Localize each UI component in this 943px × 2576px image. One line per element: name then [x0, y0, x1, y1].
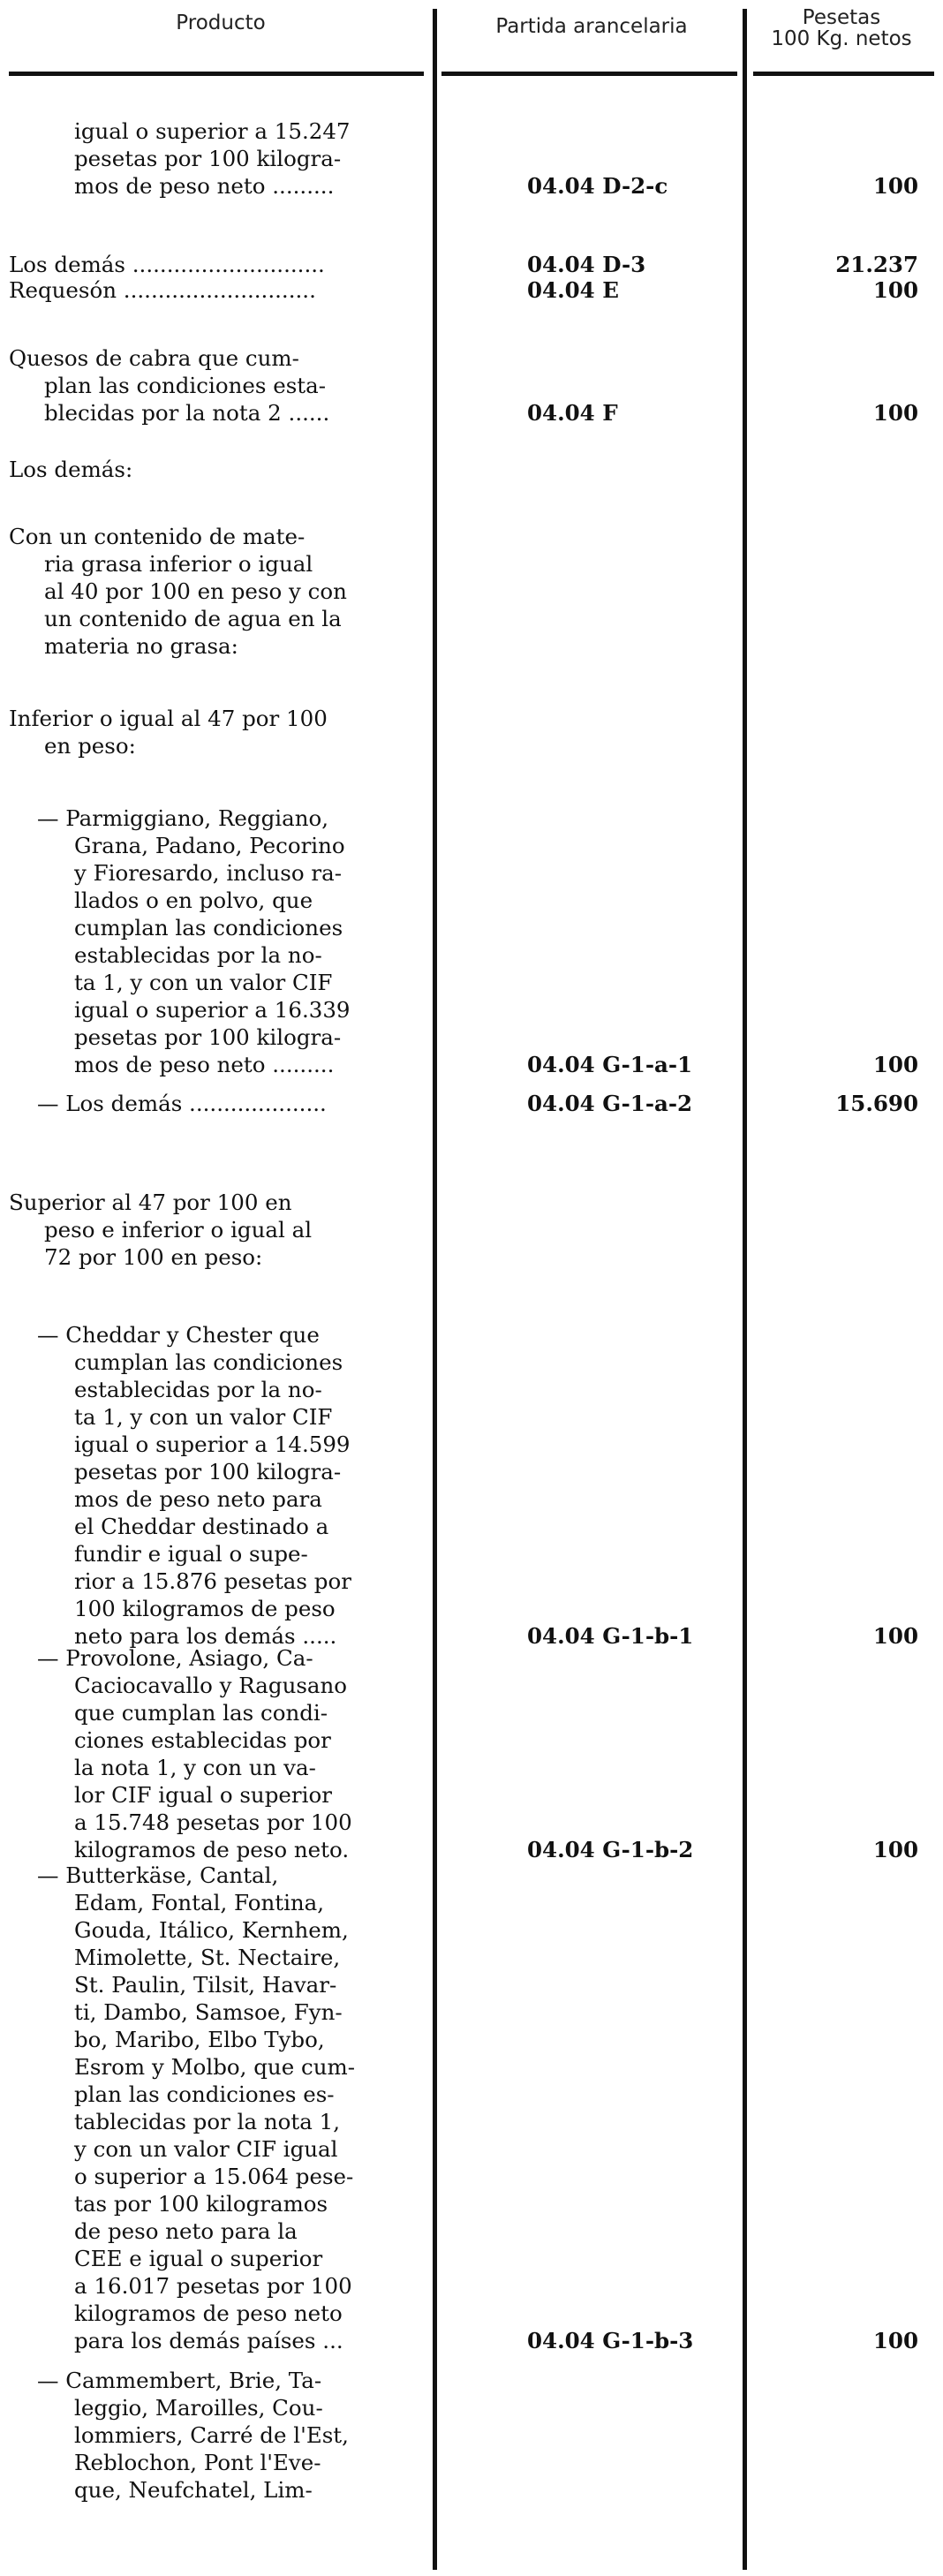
product-line: y con un valor CIF igual [74, 2136, 338, 2162]
pesetas-value: 21.237 [835, 252, 918, 277]
product-line: llados o en polvo, que [74, 888, 313, 913]
product-line: la nota 1, y con un va- [74, 1755, 316, 1780]
product-line: Caciocavallo y Ragusano [74, 1673, 348, 1698]
product-line: pesetas por 100 kilogra- [74, 1459, 342, 1484]
header-pesetas-line1: Pesetas [802, 6, 881, 29]
product-line: 72 por 100 en peso: [44, 1244, 263, 1270]
product-line: ta 1, y con un valor CIF [74, 1404, 333, 1430]
pesetas-value: 100 [872, 2328, 918, 2353]
product-description [9, 344, 424, 427]
pesetas-value: 100 [872, 1623, 918, 1649]
tariff-code: 04.04 G-1-a-1 [527, 1052, 693, 1077]
header-pesetas-line2: 100 Kg. netos [771, 27, 912, 50]
product-line: Reblochon, Pont l'Eve- [74, 2450, 321, 2475]
product-line: un contenido de agua en la [44, 606, 342, 631]
product-line: Quesos de cabra que cum- [9, 345, 299, 371]
product-line: ta 1, y con un valor CIF [74, 970, 333, 995]
product-line: St. Paulin, Tilsit, Havar- [74, 1972, 337, 1998]
pesetas-value: 100 [872, 1837, 918, 1862]
product-line: establecidas por la no- [74, 1377, 322, 1402]
product-line: — Parmiggiano, Reggiano, [37, 805, 329, 831]
product-line: — Butterkäse, Cantal, [37, 1862, 279, 1888]
header-rule-pesetas [753, 72, 934, 76]
pesetas-value: 15.690 [835, 1091, 918, 1116]
product-description [9, 1644, 424, 1863]
product-line: ria grasa inferior o igual [44, 551, 313, 577]
tariff-code: 04.04 F [527, 400, 618, 426]
tariff-code: 04.04 D-3 [527, 252, 646, 277]
product-line: cumplan las condiciones [74, 1349, 343, 1375]
product-line: pesetas por 100 kilogra- [74, 146, 342, 171]
product-description [9, 117, 424, 200]
pesetas-value: 100 [872, 1052, 918, 1077]
product-line: a 16.017 pesetas por 100 [74, 2273, 352, 2299]
product-line: Mimolette, St. Nectaire, [74, 1945, 341, 1970]
product-line: al 40 por 100 en peso y con [44, 578, 347, 604]
product-line: igual o superior a 14.599 [74, 1432, 351, 1457]
product-line: neto para los demás ..... [74, 1623, 337, 1649]
product-line: kilogramos de peso neto [74, 2300, 343, 2326]
product-line: CEE e igual o superior [74, 2246, 323, 2271]
product-line: mos de peso neto para [74, 1486, 322, 1512]
product-line: fundir e igual o supe- [74, 1541, 308, 1567]
pesetas-value: 100 [872, 173, 918, 199]
product-line: Con un contenido de mate- [9, 524, 306, 549]
header-pesetas [749, 7, 934, 49]
product-line: Esrom y Molbo, que cum- [74, 2054, 356, 2080]
product-line: tablecidas por la nota 1, [74, 2109, 340, 2134]
product-line: plan las condiciones es- [74, 2081, 335, 2107]
product-line: tas por 100 kilogramos [74, 2191, 328, 2217]
product-line: Gouda, Itálico, Kernhem, [74, 1917, 349, 1943]
product-line: materia no grasa: [44, 633, 238, 659]
product-line: mos de peso neto ......... [74, 1052, 335, 1077]
product-line: blecidas por la nota 2 ...... [44, 400, 330, 426]
product-line: Superior al 47 por 100 en [9, 1190, 292, 1215]
product-line: peso e inferior o igual al [44, 1217, 313, 1243]
product-description [9, 705, 424, 759]
header-rule-producto [9, 72, 424, 76]
product-line: ti, Dambo, Samsoe, Fyn- [74, 1999, 343, 2025]
product-line: Los demás: [9, 457, 133, 482]
tariff-code: 04.04 D-2-c [527, 173, 668, 199]
column-divider-2 [743, 9, 747, 2570]
product-line: Grana, Padano, Pecorino [74, 833, 345, 858]
product-line: mos de peso neto ......... [74, 173, 335, 199]
tariff-code: 04.04 G-1-b-1 [527, 1623, 694, 1649]
tariff-code: 04.04 G-1-a-2 [527, 1091, 693, 1116]
product-line: 100 kilogramos de peso [74, 1596, 336, 1621]
product-line: plan las condiciones esta- [44, 373, 327, 398]
header-producto: Producto [176, 11, 266, 34]
product-line: pesetas por 100 kilogra- [74, 1024, 342, 1050]
product-line: — Cheddar y Chester que [37, 1322, 320, 1348]
product-line: que, Neufchatel, Lim- [74, 2477, 313, 2503]
product-line: Edam, Fontal, Fontina, [74, 1890, 325, 1915]
pesetas-value: 100 [872, 277, 918, 303]
product-line: Requesón ............................ [9, 277, 316, 303]
product-description [9, 1862, 424, 2354]
product-description [9, 1321, 424, 1650]
product-line: igual o superior a 15.247 [74, 118, 351, 144]
product-line: para los demás países ... [74, 2328, 343, 2353]
column-divider-1 [433, 9, 437, 2570]
product-line: lor CIF igual o superior [74, 1782, 332, 1808]
product-line: bo, Maribo, Elbo Tybo, [74, 2027, 325, 2052]
product-description [9, 276, 424, 304]
product-line: leggio, Maroilles, Cou- [74, 2395, 323, 2421]
tariff-code: 04.04 E [527, 277, 619, 303]
pesetas-value: 100 [872, 400, 918, 426]
product-line: kilogramos de peso neto. [74, 1837, 350, 1862]
product-line: Inferior o igual al 47 por 100 [9, 706, 328, 731]
header-partida-arancelaria: Partida arancelaria [495, 15, 688, 38]
product-line: — Cammembert, Brie, Ta- [37, 2368, 322, 2393]
product-line: ciones establecidas por [74, 1727, 331, 1753]
tariff-code: 04.04 G-1-b-2 [527, 1837, 694, 1862]
product-line: o superior a 15.064 pese- [74, 2164, 354, 2189]
product-line: de peso neto para la [74, 2218, 298, 2244]
product-line: el Cheddar destinado a [74, 1514, 329, 1539]
product-line: en peso: [44, 733, 136, 759]
tariff-code: 04.04 G-1-b-3 [527, 2328, 694, 2353]
product-description [9, 523, 424, 660]
product-description [9, 456, 424, 483]
product-line: rior a 15.876 pesetas por [74, 1568, 351, 1594]
product-description [9, 2367, 424, 2504]
product-line: lommiers, Carré de l'Est, [74, 2422, 349, 2448]
product-line: a 15.748 pesetas por 100 [74, 1809, 352, 1835]
product-description [9, 1189, 424, 1271]
product-line: Los demás ............................ [9, 252, 325, 277]
product-description [9, 251, 424, 278]
product-description [9, 1090, 424, 1117]
product-line: — Los demás .................... [37, 1091, 327, 1116]
header-rule-partida [441, 72, 737, 76]
product-line: cumplan las condiciones [74, 915, 343, 941]
product-line: — Provolone, Asiago, Ca- [37, 1645, 313, 1671]
product-description [9, 805, 424, 1078]
product-line: igual o superior a 16.339 [74, 997, 351, 1023]
product-line: y Fioresardo, incluso ra- [74, 860, 342, 886]
product-line: que cumplan las condi- [74, 1700, 328, 1726]
product-line: establecidas por la no- [74, 942, 322, 968]
